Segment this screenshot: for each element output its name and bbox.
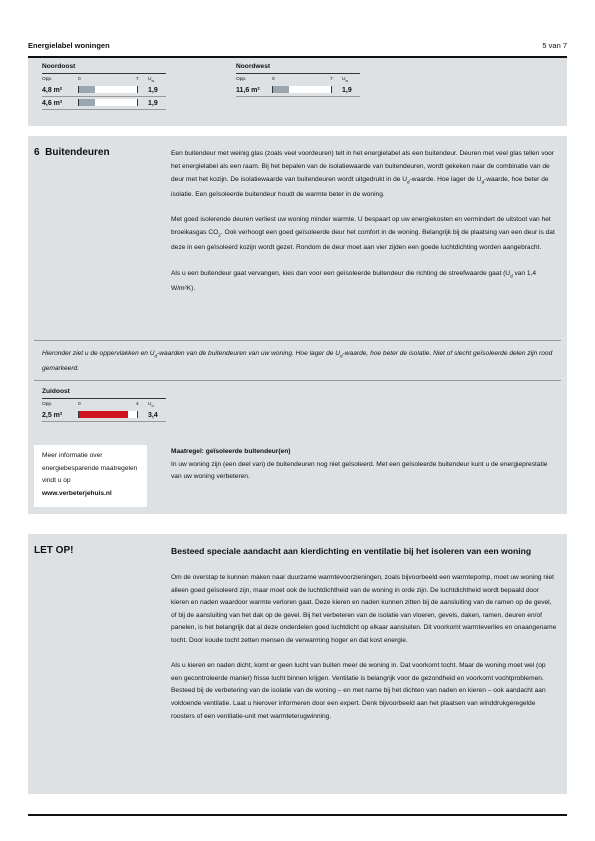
u-bar bbox=[78, 86, 138, 93]
scale-min: 0 bbox=[272, 77, 275, 82]
col-opp: Opp. bbox=[236, 77, 247, 82]
section-body bbox=[171, 148, 557, 296]
u-bar bbox=[78, 99, 138, 106]
section-number: 6 bbox=[34, 147, 40, 158]
section-buitendeuren bbox=[28, 136, 567, 436]
col-u bbox=[148, 77, 154, 83]
letop-label: LET OP! bbox=[34, 545, 74, 556]
letop-heading: Besteed speciale aandacht aan kierdichting en ventilatie bij het isoleren van een woning bbox=[171, 546, 532, 556]
row-u-value: 3,4 bbox=[148, 412, 158, 419]
row-area: 2,5 m² bbox=[42, 412, 63, 419]
row-area: 4,8 m² bbox=[42, 87, 63, 94]
paragraph: Om de overstap te kunnen maken naar duurzame warmtevoorzieningen, zoals bijvoorbeeld een warmtepomp, moet uw woning niet alleen goed geïsoleerd zijn, maar moet ook de luchtdichtheid van de woning in orde zijn. De luchtdichtheid wordt bepaald door kieren en naden waardoor warmte verloren gaat. Deze kieren en naden kunnen zitten bij de aansluiting van de ramen op de gevel, of bij de aansluiting van het dak op de gevel. Bij het verbeteren van de isolatie van vloeren, gevels, daken, ramen, deuren en/of panelen, is het belangrijk dat al deze onderdelen goed luchtdicht op elkaar aansluiten. Dit voorkomt warmteverlies en onaangename tocht. Door koude tocht zetten mensen de verwarming hoger en dat kost energie. bbox=[171, 574, 557, 644]
measure-panel bbox=[28, 436, 567, 514]
info-link[interactable]: www.verbeterjehuis.nl bbox=[42, 489, 112, 497]
row-u-value: 1,9 bbox=[148, 100, 158, 107]
table-header bbox=[42, 74, 166, 84]
scale-min: 0 bbox=[78, 402, 81, 407]
paragraph: Een buitendeur met weinig glas (zoals veel voordeuren) telt in het energielabel als een buitendeur. Deuren met veel glas tellen voor het energielabel als een raam. Bij het bepalen van de isolatiewaarde van buitendeuren, wordt gekeken naar de combinatie van de deur met het kozijn. De isolatiewaarde van buitendeuren wordt uitgedrukt in de $U_d$-waarde. Hoe lager de $U_d$-waarde, hoe beter de isolatie. Een geïsoleerde buitendeur houdt de warmte beter in de woning. bbox=[171, 150, 555, 198]
table-row bbox=[42, 84, 166, 97]
scale-max: 4 bbox=[136, 402, 139, 407]
table-header bbox=[42, 399, 166, 409]
u-bar-fill bbox=[79, 99, 95, 106]
paragraph: Als u een buitendeur gaat vervangen, kies dan voor een geïsoleerde buitendeur die richting de streefwaarde gaat ($U_d$ van 1,4 W/m²K). bbox=[171, 269, 537, 292]
row-u-value: 1,9 bbox=[148, 87, 158, 94]
windows-panel bbox=[28, 58, 567, 126]
divider bbox=[34, 380, 561, 381]
paragraph: Als u kieren en naden dicht, komt er geen lucht van buiten meer de woning in. Dat voorkomt tocht. Maar de woning moet wel (op een gecontroleerde manier) frisse lucht binnen krijgen. Ventilatie is belangrijk voor de gezondheid en voorkomt vochtproblemen. Besteed bij de verbetering van de isolatie van de woning – en met name bij het dichten van naden en kieren – ook aandacht aan voldoende ventilatie. Laat u hierover informeren door een expert. Denk bijvoorbeeld aan het plaatsen van winddrukgeregelde roosters of een ventilatie-unit met warmteterugwinning. bbox=[171, 662, 546, 720]
col-opp: Opp. bbox=[42, 402, 53, 407]
col-u bbox=[342, 77, 348, 83]
col-u-sub: d bbox=[151, 403, 154, 408]
table-title: Noordoost bbox=[42, 63, 166, 74]
table-row bbox=[236, 84, 360, 97]
measure-title: Maatregel: geïsoleerde buitendeur(en) bbox=[171, 448, 291, 455]
table-zuidoost bbox=[42, 388, 166, 422]
measure-block bbox=[171, 446, 557, 484]
table-title: Zuidoost bbox=[42, 388, 166, 399]
table-row bbox=[42, 97, 166, 110]
paragraph: Met goed isolerende deuren verliest uw woning minder warmte. U bespaart op uw energiekosten en vermindert de uitstoot van het broeikasgas $CO_2$. Ook verhoogt een goed geïsoleerde deur het comfort in de woning. Belangrijk bij de plaatsing van een deur is dat deze in een geïsoleerd kozijn wordt gezet. Rondom de deur moet aan vier zijden een goede luchtdichting worden aangebracht. bbox=[171, 216, 555, 252]
footer-rule bbox=[28, 814, 567, 816]
col-u-sub: w bbox=[151, 78, 155, 83]
section-title bbox=[34, 147, 110, 158]
col-u-main: U bbox=[148, 402, 152, 407]
table-title: Noordwest bbox=[236, 63, 360, 74]
scale-min: 0 bbox=[78, 77, 81, 82]
col-u-sub: w bbox=[345, 78, 349, 83]
table-noordoost bbox=[42, 63, 166, 110]
letop-body bbox=[171, 572, 557, 723]
row-area: 4,6 m² bbox=[42, 100, 63, 107]
u-bar bbox=[272, 86, 332, 93]
row-area: 11,6 m² bbox=[236, 87, 260, 94]
page-header bbox=[28, 40, 567, 56]
page-number: 5 van 7 bbox=[542, 41, 567, 50]
document-title: Energielabel woningen bbox=[28, 41, 110, 50]
divider bbox=[34, 340, 561, 341]
table-header bbox=[236, 74, 360, 84]
row-u-value: 1,9 bbox=[342, 87, 352, 94]
col-u bbox=[148, 402, 153, 408]
u-bar-fill bbox=[273, 86, 289, 93]
table-row bbox=[42, 409, 166, 422]
info-box bbox=[34, 445, 147, 507]
u-bar-fill bbox=[79, 86, 95, 93]
scale-max: 7 bbox=[136, 77, 139, 82]
scale-max: 7 bbox=[330, 77, 333, 82]
info-text: Meer informatie over energiebesparende maatregelen vindt u op bbox=[42, 452, 138, 485]
measure-text: In uw woning zijn (een deel van) de buitendeuren nog niet geïsoleerd. Met een geïsoleerde buitendeur kunt u de energieprestatie van uw woning verbeteren. bbox=[171, 460, 548, 481]
u-bar-fill bbox=[79, 411, 128, 418]
table-noordwest bbox=[236, 63, 360, 97]
col-u-main: U bbox=[148, 77, 152, 82]
u-bar bbox=[78, 411, 138, 418]
col-opp: Opp. bbox=[42, 77, 53, 82]
col-u-main: U bbox=[342, 77, 346, 82]
doors-note: Hieronder ziet u de oppervlakken en $U_d$-waarden van de buitendeuren van uw woning. Hoe lager de $U_d$-waarde, hoe beter de isolatie. Niet of slecht geïsoleerde delen zijn rood gemarkeerd. bbox=[42, 350, 553, 372]
section-name: Buitendeuren bbox=[45, 147, 110, 158]
letop-panel bbox=[28, 534, 567, 794]
